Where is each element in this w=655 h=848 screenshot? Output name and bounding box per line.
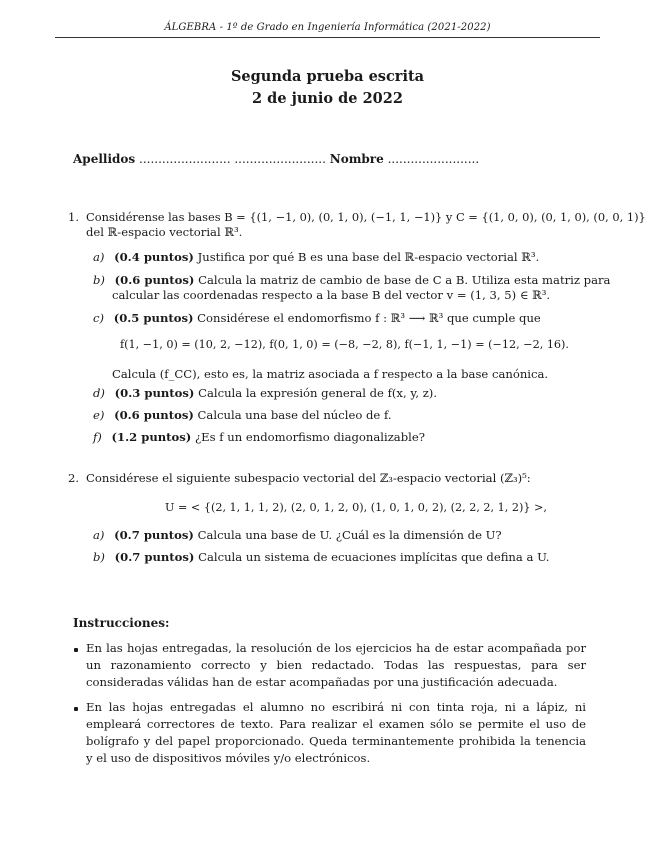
student-fields — [73, 152, 585, 166]
q2-equation: U = < {(2, 1, 1, 1, 2), (2, 0, 1, 2, 0), (1, 0, 1, 0, 2), (2, 2, 2, 1, 2)} >, — [165, 501, 547, 514]
item-text: Calcula una base del núcleo de f. — [197, 408, 392, 422]
item-points: (0.3 puntos) — [114, 386, 195, 400]
item-points: (0.4 puntos) — [114, 250, 194, 264]
item-points: (0.6 puntos) — [114, 408, 194, 422]
q1-e — [93, 407, 392, 423]
item-label: c) — [93, 311, 105, 325]
item-label: f) — [93, 430, 102, 444]
q2-b — [93, 549, 549, 565]
item-points: (1.2 puntos) — [111, 430, 192, 444]
q2-a — [93, 527, 502, 543]
nombre-field[interactable]: ........................ — [387, 152, 480, 166]
page-header: ÁLGEBRA - 1º de Grado en Ingeniería Informática (2021-2022) — [164, 22, 491, 33]
item-text: Calcula una base de U. ¿Cuál es la dimensión de U? — [197, 528, 502, 542]
q1-f — [93, 429, 425, 445]
item-text: Considérese el endomorfismo f : ℝ³ ⟶ ℝ³ que cumple que — [197, 311, 541, 325]
item-text: Justifica por qué B es una base del ℝ-espacio vectorial ℝ³. — [197, 250, 540, 264]
exam-date: 2 de junio de 2022 — [252, 90, 403, 107]
item-label: a) — [93, 250, 105, 264]
nombre-label: Nombre — [329, 152, 384, 166]
q1-c-equation: f(1, −1, 0) = (10, 2, −12), f(0, 1, 0) = (−8, −2, 8), f(−1, 1, −1) = (−12, −2, 16). — [120, 338, 569, 351]
item-label: a) — [93, 528, 105, 542]
item-label: b) — [93, 550, 105, 564]
instruction-item: En las hojas entregadas, la resolución de los ejercicios ha de estar acompañada por un razonamiento correcto y bien redactado. Todas las respuestas, para ser consideradas válidas han de estar acompañadas por una justificación adecuada. — [86, 641, 586, 689]
instructions-title: Instrucciones: — [73, 616, 170, 630]
q1-number: 1. — [68, 210, 80, 224]
q1-d — [93, 385, 437, 401]
item-points: (0.7 puntos) — [114, 550, 195, 564]
header-rule — [55, 37, 600, 38]
instruction-item: En las hojas entregadas el alumno no escribirá ni con tinta roja, ni a lápiz, ni empleará correctores de texto. Para realizar el examen sólo se permite el uso de bolígrafo y del papel proporcionado. Queda terminantemente prohibida la tenencia y el uso de dispositivos móviles y/o electrónicos. — [86, 700, 586, 765]
item-text: Calcula la expresión general de f(x, y, z). — [198, 386, 438, 400]
item-text: Calcula un sistema de ecuaciones implícitas que defina a U. — [198, 550, 550, 564]
q2-number: 2. — [68, 471, 80, 485]
q1-b — [93, 272, 610, 288]
q2-intro: Considérese el siguiente subespacio vectorial del ℤ₃-espacio vectorial (ℤ₃)⁵: — [86, 471, 531, 485]
item-points: (0.6 puntos) — [114, 273, 195, 287]
item-text: ¿Es f un endomorfismo diagonalizable? — [194, 430, 425, 444]
item-label: b) — [93, 273, 105, 287]
q1-b-line2: calcular las coordenadas respecto a la base B del vector v = (1, 3, 5) ∈ ℝ³. — [112, 288, 551, 302]
apellidos-label: Apellidos — [73, 152, 136, 166]
bullet-icon — [74, 707, 78, 711]
item-text: Calcula la matriz de cambio de base de C a B. Utiliza esta matriz para — [198, 273, 611, 287]
item-points: (0.7 puntos) — [114, 528, 194, 542]
q1-c-follow: Calcula (f_CC), esto es, la matriz asociada a f respecto a la base canónica. — [112, 367, 549, 381]
q1-c — [93, 310, 541, 326]
item-label: d) — [93, 386, 105, 400]
q1-intro-line2: del ℝ-espacio vectorial ℝ³. — [86, 225, 243, 239]
apellidos-field[interactable]: ........................ ........................ — [139, 152, 326, 166]
q1-a — [93, 249, 539, 265]
item-points: (0.5 puntos) — [113, 311, 194, 325]
exam-title: Segunda prueba escrita — [230, 68, 425, 85]
bullet-icon — [74, 648, 78, 652]
q1-intro-line1: Considérense las bases B = {(1, −1, 0), (0, 1, 0), (−1, 1, −1)} y C = {(1, 0, 0), (0, 1, 0), (0, 0, 1)} — [86, 210, 646, 224]
item-label: e) — [93, 408, 105, 422]
